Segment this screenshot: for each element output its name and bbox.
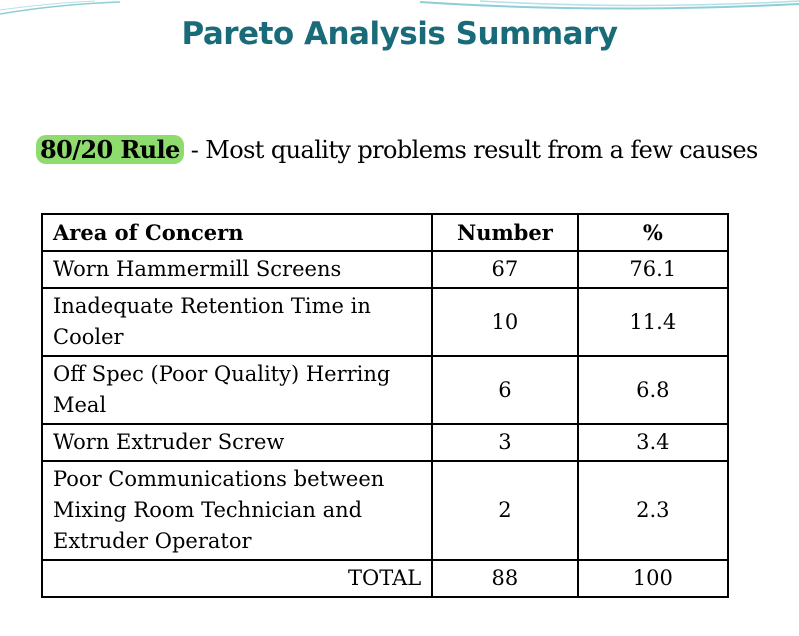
table-header-row (42, 214, 728, 251)
cell-area: Worn Extruder Screw (42, 424, 432, 461)
cell-area: Off Spec (Poor Quality) Herring Meal (42, 356, 432, 424)
rule-description: - Most quality problems result from a few causes (183, 136, 758, 164)
pareto-table (41, 213, 729, 598)
cell-area: Worn Hammermill Screens (42, 251, 432, 288)
page-title: Pareto Analysis Summary (181, 16, 618, 52)
table-total-row (42, 560, 728, 597)
header-number: Number (432, 214, 577, 251)
table-row (42, 251, 728, 288)
cell-number: 10 (432, 288, 577, 356)
total-percent: 100 (578, 560, 728, 597)
table-row (42, 356, 728, 424)
header-percent: % (578, 214, 728, 251)
cell-percent: 6.8 (578, 356, 728, 424)
cell-percent: 76.1 (578, 251, 728, 288)
rule-statement (40, 135, 758, 164)
cell-number: 6 (432, 356, 577, 424)
cell-percent: 11.4 (578, 288, 728, 356)
cell-area: Poor Communications between Mixing Room Technician and Extruder Operator (42, 461, 432, 560)
total-number: 88 (432, 560, 577, 597)
cell-number: 3 (432, 424, 577, 461)
table-row (42, 288, 728, 356)
cell-area: Inadequate Retention Time in Cooler (42, 288, 432, 356)
cell-percent: 3.4 (578, 424, 728, 461)
rule-label-highlight: 80/20 Rule (36, 135, 184, 164)
cell-number: 67 (432, 251, 577, 288)
header-area-of-concern: Area of Concern (42, 214, 432, 251)
cell-percent: 2.3 (578, 461, 728, 560)
table-row (42, 424, 728, 461)
cell-number: 2 (432, 461, 577, 560)
total-label: TOTAL (42, 560, 432, 597)
table-row (42, 461, 728, 560)
